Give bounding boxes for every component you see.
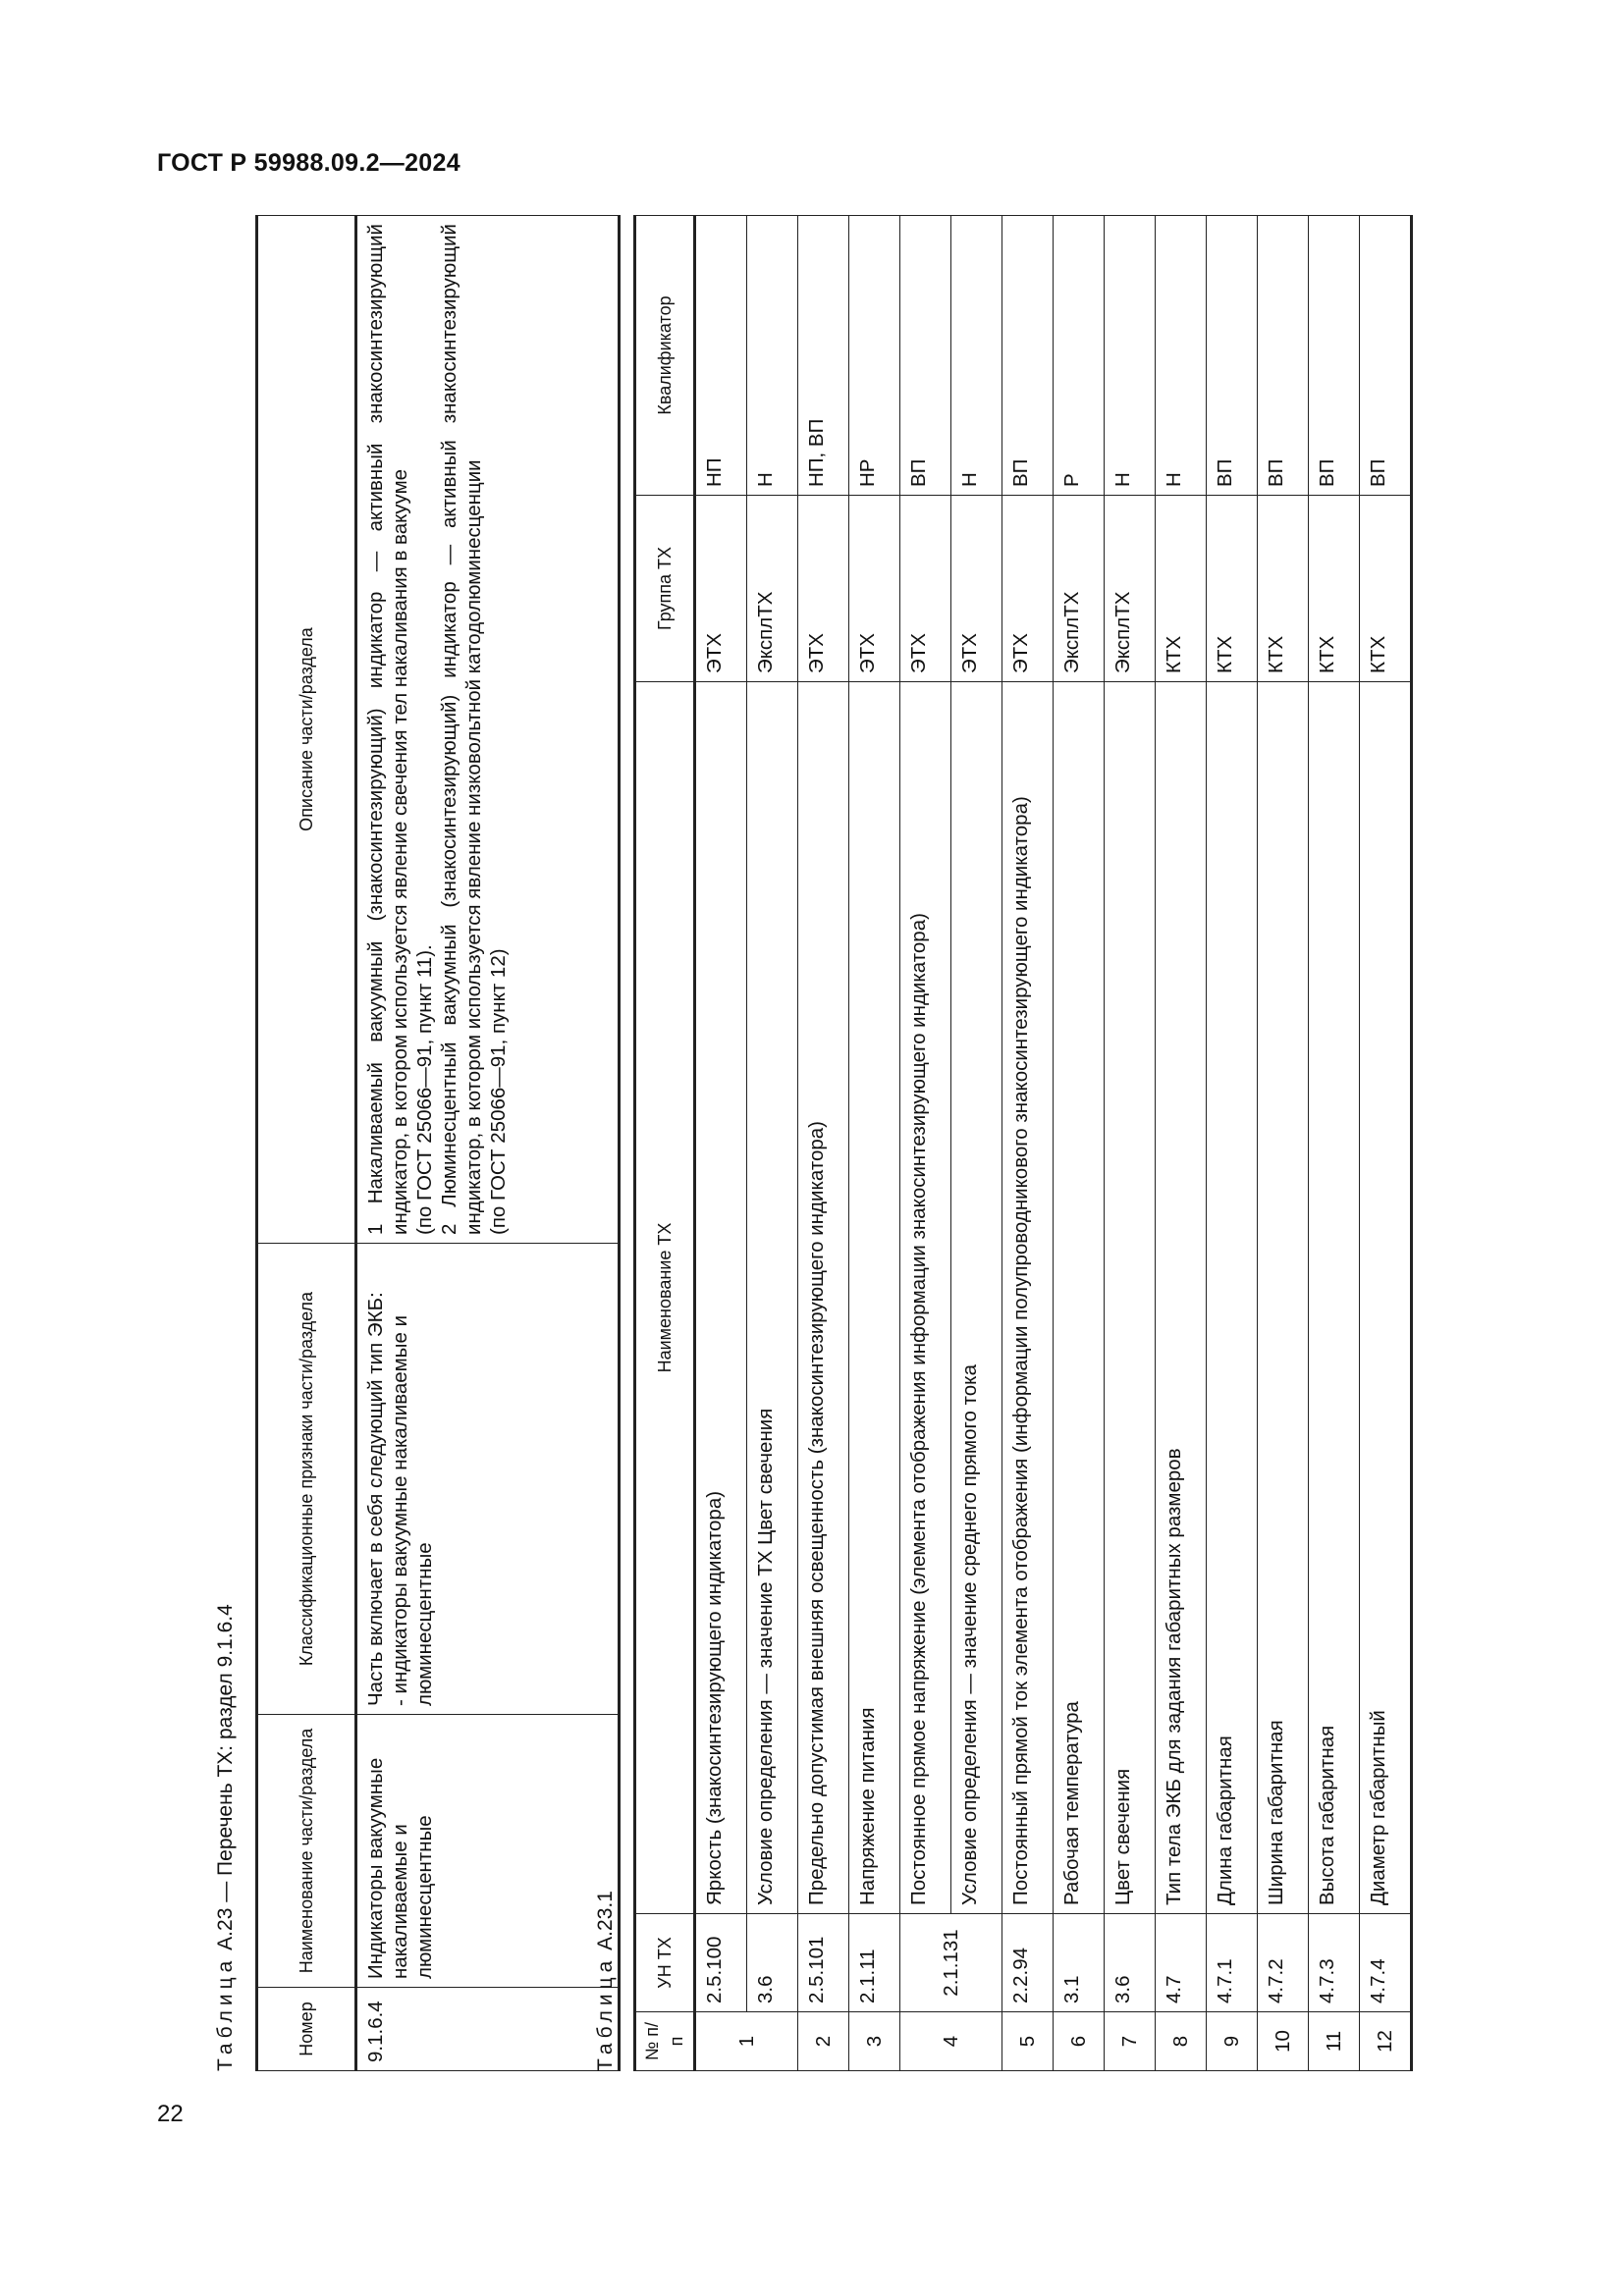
table-a231 <box>633 215 1413 2071</box>
cell-group: КТХ <box>1207 496 1258 682</box>
cell-name: Ширина габаритная <box>1258 682 1309 1914</box>
table-row <box>900 216 951 2071</box>
table-row <box>849 216 900 2071</box>
cell-name: Цвет свечения <box>1105 682 1156 1914</box>
rotated-content <box>187 216 1396 2091</box>
cell-un: 4.7 <box>1156 1914 1207 2012</box>
cell-name: Постоянный прямой ток элемента отображения (информации полупроводникового знакосинтезирующего индикатора) <box>1002 682 1054 1914</box>
table-row <box>1105 216 1156 2071</box>
cell-num: 6 <box>1054 2012 1105 2071</box>
cell-name: Тип тела ЭКБ для задания габаритных размеров <box>1156 682 1207 1914</box>
cell-num: 2 <box>798 2012 849 2071</box>
cell-qualifier: Р <box>1054 216 1105 496</box>
cell-num: 10 <box>1258 2012 1309 2071</box>
cell-num: 4 <box>900 2012 1002 2071</box>
cell-qualifier: ВП <box>900 216 951 496</box>
cell-group: КТХ <box>1258 496 1309 682</box>
cell-qualifier: НП <box>695 216 747 496</box>
caption-rest: А.23.1 <box>594 1891 617 1956</box>
cell-qualifier: НП, ВП <box>798 216 849 496</box>
cell-un: 2.1.131 <box>900 1914 1002 2012</box>
table-row <box>356 216 620 2071</box>
cell-qualifier: Н <box>951 216 1002 496</box>
cell-number: 9.1.6.4 <box>356 1988 620 2071</box>
table-row <box>1002 216 1054 2071</box>
cell-name: Индикаторы вакуумные накаливаемые и люминесцентные <box>356 1715 620 1988</box>
cell-features <box>356 1244 620 1715</box>
cell-num: 5 <box>1002 2012 1054 2071</box>
cell-qualifier: ВП <box>1002 216 1054 496</box>
cell-un: 3.6 <box>1105 1914 1156 2012</box>
features-line: Часть включает в себя следующий тип ЭКБ: <box>364 1292 387 1706</box>
cell-un: 2.2.94 <box>1002 1914 1054 2012</box>
cell-name: Длина габаритная <box>1207 682 1258 1914</box>
cell-un: 4.7.3 <box>1309 1914 1360 2012</box>
table-row <box>951 216 1002 2071</box>
description-ref: (по ГОСТ 25066—91, пункт 11). <box>413 944 436 1235</box>
cell-group: КТХ <box>1309 496 1360 682</box>
cell-group: ЭТХ <box>900 496 951 682</box>
cell-name: Напряжение питания <box>849 682 900 1914</box>
description-item: 1 Накаливаемый вакуумный (знакосинтезирующий) индикатор — активный знакосинтезирующий индикатор, в котором используется явление свечения тел накаливания в вакууме <box>364 224 411 1235</box>
table-row <box>1207 216 1258 2071</box>
table-row <box>1360 216 1412 2071</box>
cell-num: 12 <box>1360 2012 1412 2071</box>
table-row <box>695 216 747 2071</box>
cell-un: 3.1 <box>1054 1914 1105 2012</box>
cell-name: Условие определения — значение среднего прямого тока <box>951 682 1002 1914</box>
cell-qualifier: Н <box>1105 216 1156 496</box>
header-group: Группа ТХ <box>635 496 695 682</box>
document-code: ГОСТ Р 59988.09.2—2024 <box>157 149 460 177</box>
table-row <box>1309 216 1360 2071</box>
cell-qualifier: ВП <box>1360 216 1412 496</box>
cell-group: ЭТХ <box>951 496 1002 682</box>
table-row <box>798 216 849 2071</box>
header-un: УН ТХ <box>635 1914 695 2012</box>
cell-name: Диаметр габаритный <box>1360 682 1412 1914</box>
cell-un: 4.7.2 <box>1258 1914 1309 2012</box>
cell-num: 11 <box>1309 2012 1360 2071</box>
cell-group: ЭТХ <box>849 496 900 682</box>
table-row <box>1054 216 1105 2071</box>
cell-un: 3.6 <box>747 1914 798 2012</box>
cell-qualifier: ВП <box>1309 216 1360 496</box>
header-num: № п/п <box>635 2012 695 2071</box>
cell-num: 9 <box>1207 2012 1258 2071</box>
cell-un: 4.7.4 <box>1360 1914 1412 2012</box>
cell-group: ЭксплТХ <box>1054 496 1105 682</box>
page-number: 22 <box>157 2101 184 2127</box>
cell-qualifier: НР <box>849 216 900 496</box>
cell-name: Предельно допустимая внешняя освещенность (знакосинтезирующего индикатора) <box>798 682 849 1914</box>
table-a231-header-row <box>635 216 695 2071</box>
cell-name: Условие определения — значение ТХ Цвет свечения <box>747 682 798 1914</box>
cell-group: ЭксплТХ <box>1105 496 1156 682</box>
cell-un: 2.5.101 <box>798 1914 849 2012</box>
header-name: Наименование ТХ <box>635 682 695 1914</box>
header-qualifier: Квалификатор <box>635 216 695 496</box>
cell-name: Постоянное прямое напряжение (элемента отображения информации знакосинтезирующего индикатора) <box>900 682 951 1914</box>
cell-num: 1 <box>695 2012 798 2071</box>
cell-un: 2.5.100 <box>695 1914 747 2012</box>
cell-group: ЭТХ <box>798 496 849 682</box>
header-features: Классификационные признаки части/раздела <box>257 1244 356 1715</box>
cell-un: 2.1.11 <box>849 1914 900 2012</box>
caption-prefix: Таблица <box>214 1955 237 2071</box>
cell-qualifier: Н <box>1156 216 1207 496</box>
table-row <box>1258 216 1309 2071</box>
cell-name: Яркость (знакосинтезирующего индикатора) <box>695 682 747 1914</box>
cell-qualifier: ВП <box>1207 216 1258 496</box>
table-a23-caption <box>214 1604 238 2071</box>
table-row <box>747 216 798 2071</box>
cell-group: КТХ <box>1360 496 1412 682</box>
table-row <box>1156 216 1207 2071</box>
cell-group: ЭТХ <box>695 496 747 682</box>
cell-group: ЭТХ <box>1002 496 1054 682</box>
header-name: Наименование части/раздела <box>257 1715 356 1988</box>
cell-description <box>356 216 620 1244</box>
cell-group: ЭксплТХ <box>747 496 798 682</box>
caption-prefix: Таблица <box>594 1955 617 2071</box>
description-ref: (по ГОСТ 25066—91, пункт 12) <box>487 948 510 1235</box>
cell-num: 3 <box>849 2012 900 2071</box>
cell-name: Высота габаритная <box>1309 682 1360 1914</box>
cell-num: 8 <box>1156 2012 1207 2071</box>
table-a231-caption <box>594 1891 618 2071</box>
cell-num: 7 <box>1105 2012 1156 2071</box>
header-description: Описание части/раздела <box>257 216 356 1244</box>
cell-group: КТХ <box>1156 496 1207 682</box>
description-item: 2 Люминесцентный вакуумный (знакосинтезирующий) индикатор — активный знакосинтезирующий индикатор, в котором используется явление низковольтной катодолюминесценции <box>438 224 485 1235</box>
table-a23 <box>255 215 621 2071</box>
cell-qualifier: ВП <box>1258 216 1309 496</box>
caption-rest: А.23 — Перечень ТХ: раздел 9.1.6.4 <box>214 1604 237 1956</box>
table-a23-header-row <box>257 216 356 2071</box>
features-line: - индикаторы вакуумные накаливаемые и люминесцентные <box>389 1314 436 1706</box>
cell-qualifier: Н <box>747 216 798 496</box>
header-number: Номер <box>257 1988 356 2071</box>
cell-name: Рабочая температура <box>1054 682 1105 1914</box>
cell-un: 4.7.1 <box>1207 1914 1258 2012</box>
